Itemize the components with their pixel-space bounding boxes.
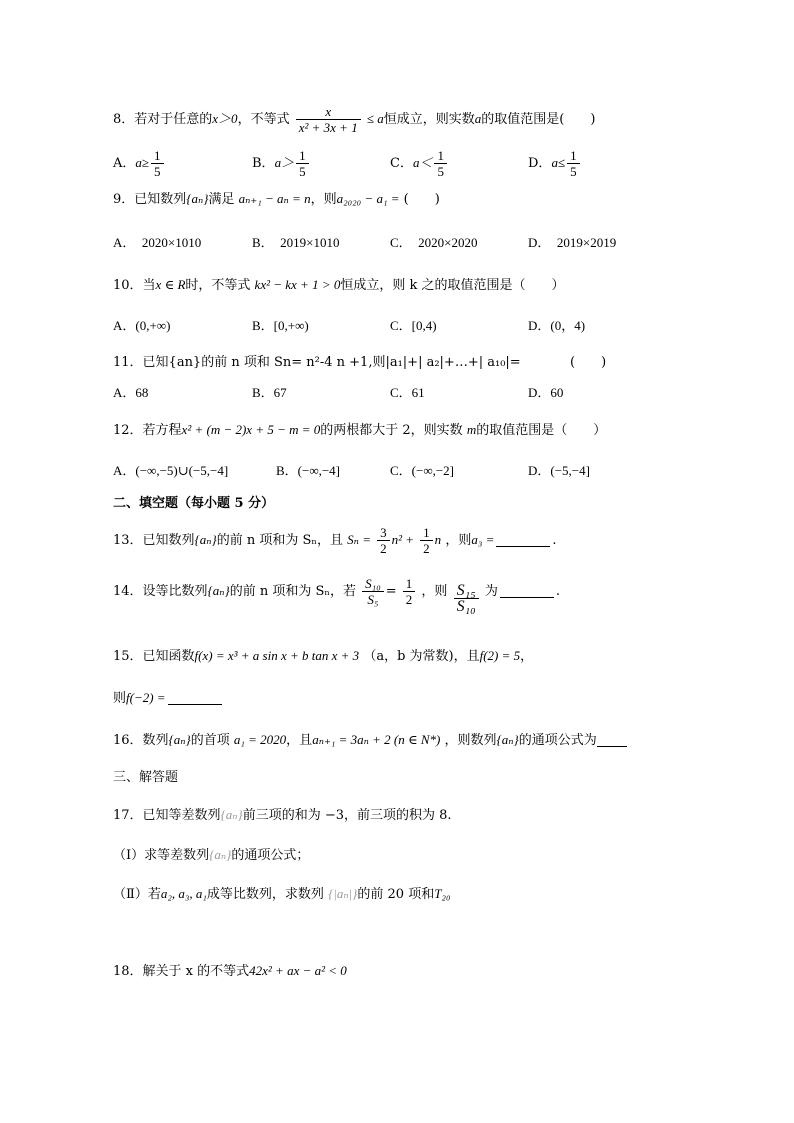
question-11-stem: 11．已知{an}的前 n 项和 Sn= n²-4 n +1,则|a₁|+| a₂|+…+| a₁₀|=	[113, 355, 521, 370]
q13-answer-blank	[496, 534, 550, 547]
q9-option-d: D． 2019×2019	[528, 235, 617, 250]
q16-answer-blank	[597, 734, 627, 747]
question-17-stem: 17．已知等差数列{aₙ}前三项的和为 −3，前三项的积为 8.	[113, 807, 452, 823]
q8-option-b: B．a＞ $\frac{1}{5}$	[252, 148, 311, 179]
q8-option-d: D．a≤ $\frac{1}{5}$	[528, 148, 582, 179]
section-solution-heading: 三、解答题	[113, 770, 179, 785]
question-12-stem: 12．若方程x² + (m − 2)x + 5 − m = 0的两根都大于 2，则实数 m的取值范围是（ ）	[113, 422, 607, 438]
q8-fraction: $\frac{x}{\text{x² + 3x + 1}}$	[296, 104, 361, 135]
question-17-part2: （Ⅱ）若a₂, a₃, a₁成等比数列，求数列 {|aₙ|}的前 20 项和T₂₀	[113, 886, 451, 902]
question-14-stem: 14．设等比数列{aₙ}的前 n 项和为 Sₙ，若 $\frac{\text{S₁₀}}{\text{S₅}}$ = $\frac{1}{2}$ ，则 $\frac{\text{S₁₅}}{\text{S₁₀}}$ 为 .	[113, 576, 560, 615]
q11-option-c: C．61	[390, 385, 425, 400]
question-9-stem: 9．已知数列{aₙ}满足 aₙ₊₁ − aₙ = n，则a₂₀₂₀ − a₁ = ( )	[113, 191, 440, 207]
q9-option-c: C． 2020×2020	[390, 235, 478, 250]
q11-paren: ( )	[570, 355, 607, 370]
q11-option-a: A．68	[113, 385, 149, 400]
q9-option-a: A． 2020×1010	[113, 235, 202, 250]
q11-option-b: B．67	[252, 385, 287, 400]
q12-option-c: C．(−∞,−2]	[390, 463, 455, 478]
q12-option-b: B．(−∞,−4]	[276, 463, 341, 478]
q9-option-b: B． 2019×1010	[252, 235, 340, 250]
q10-option-b: B．[0,+∞)	[252, 318, 309, 333]
question-16-stem: 16．数列{aₙ}的首项 a₁ = 2020，且aₙ₊₁ = 3aₙ + 2 (n ∈ N*) ，则数列{aₙ}的通项公式为	[113, 731, 627, 750]
q12-option-a: A．(−∞,−5)∪(−5,−4]	[113, 463, 229, 478]
q12-option-d: D．(−5,−4]	[528, 463, 590, 478]
q14-answer-blank	[500, 585, 554, 598]
q10-option-a: A．(0,+∞)	[113, 318, 171, 333]
question-8-stem: 8．若对于任意的x＞0，不等式 $\frac{x}{\text{x² + 3x + 1}}$ ≤ a恒成立，则实数a的取值范围是( )	[113, 104, 596, 135]
q8-option-a: A．a≥ $\frac{1}{5}$	[113, 148, 166, 179]
q11-option-d: D．60	[528, 385, 564, 400]
q8-option-c: C．a＜ $\frac{1}{5}$	[390, 148, 449, 179]
q10-option-d: D．(0，4)	[528, 318, 586, 333]
section-fill-in-heading: 二、填空题（每小题 5 分）	[113, 496, 275, 511]
question-18-stem: 18．解关于 x 的不等式42x² + ax − a² < 0	[113, 963, 347, 979]
question-10-stem: 10．当x ∈ R时，不等式 kx² − kx + 1 > 0恒成立，则 k 之的取值范围是（ ）	[113, 277, 565, 293]
q10-option-c: C．[0,4)	[390, 318, 437, 333]
question-15-line2: 则f(−2) =	[113, 689, 224, 708]
question-17-part1: （Ⅰ）求等差数列{aₙ}的通项公式；	[113, 847, 310, 863]
question-13-stem: 13．已知数列{aₙ}的前 n 项和为 Sₙ，且 Sₙ = $\frac{3}{2}$ n² + $\frac{1}{2}$ n ，则a₃ = .	[113, 525, 557, 556]
question-15-stem: 15．已知函数f(x) = x³ + a sin x + b tan x + 3 （a，b 为常数)，且f(2) = 5，	[113, 648, 534, 664]
q15-answer-blank	[168, 692, 222, 705]
